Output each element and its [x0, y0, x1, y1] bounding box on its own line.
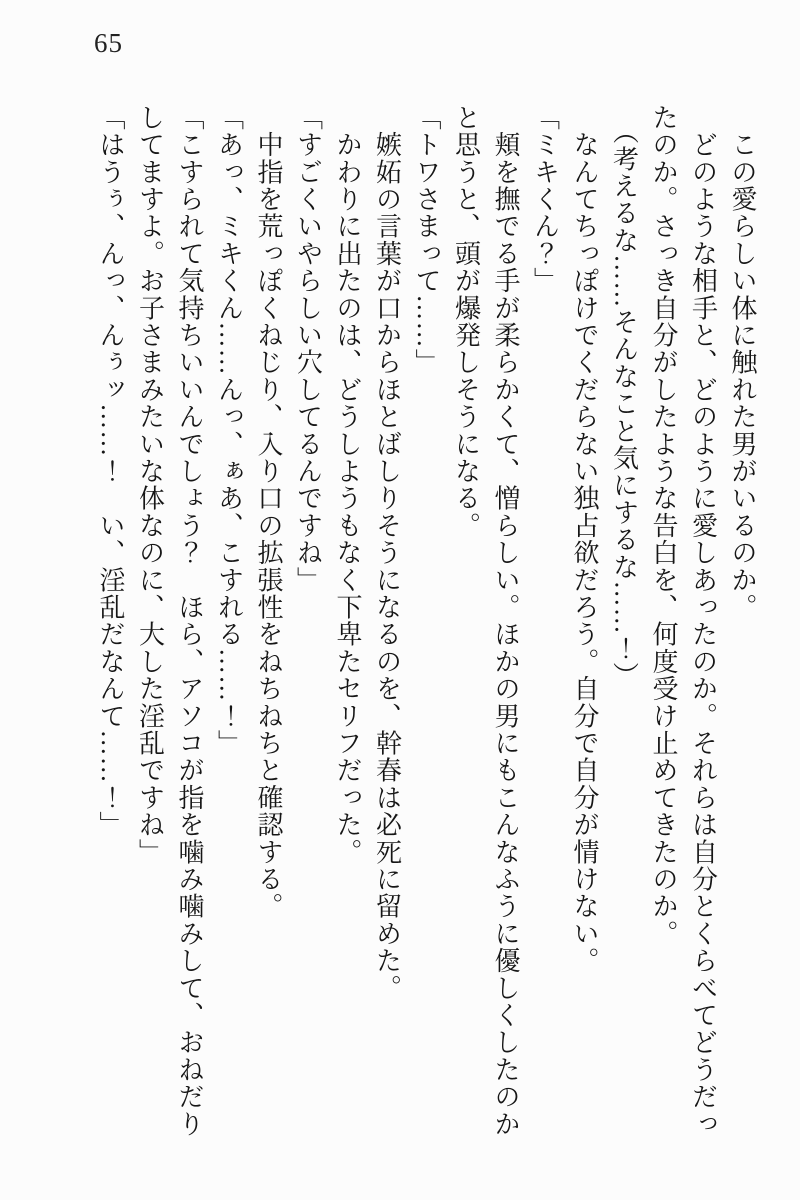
text-line: 嫉妬の言葉が口からほとばしりそうになるのを、幹春は必死に留めた。 — [372, 104, 402, 1002]
text-line: 「トワさまって……」 — [412, 104, 441, 376]
text-line: 頬を撫でる手が柔らかくて、憎らしい。ほかの男にもこんなふうに優しくしたのか — [491, 104, 520, 1138]
text-line: なんてちっぽけでくだらない独占欲だろう。自分で自分が情けない。 — [570, 104, 599, 975]
text-line: かわりに出たのは、どうしようもなく下卑たセリフだった。 — [333, 104, 362, 866]
text-line: この愛らしい体に触れた男がいるのか。 — [728, 104, 757, 621]
text-block — [91, 104, 763, 1150]
text-line: （考えるな……そんなこと気にするな……！） — [609, 104, 639, 690]
text-line: 「あっ、ミキくん……んっ、ぁあ、こすれる……！」 — [214, 104, 244, 757]
text-line: 中指を荒っぽくねじり、入り口の拡張性をねちねちと確認する。 — [254, 104, 283, 920]
page-number: 65 — [94, 28, 123, 58]
text-line: 「すごくいやらしい穴してるんですね」 — [293, 104, 323, 594]
text-line: どのような相手と、どのように愛しあったのか。それらは自分とくらべてどうだっ — [688, 104, 718, 1138]
text-line: してますよ。お子さまみたいな体なのに、大した淫乱ですね」 — [135, 104, 165, 866]
text-line: 「ミキくん？」 — [530, 104, 560, 295]
text-line: 「はうぅ、んっ、んぅッ……！ い、淫乱だなんて……！」 — [96, 104, 125, 839]
text-line: たのか。さっき自分がしたような告白を、何度受け止めてきたのか。 — [649, 104, 678, 948]
text-line: と思うと、頭が爆発しそうになる。 — [451, 104, 481, 540]
text-line: 「こすられて気持ちいいんでしょう？ ほら、アソコが指を噛み噛みして、おねだり — [175, 104, 204, 1138]
